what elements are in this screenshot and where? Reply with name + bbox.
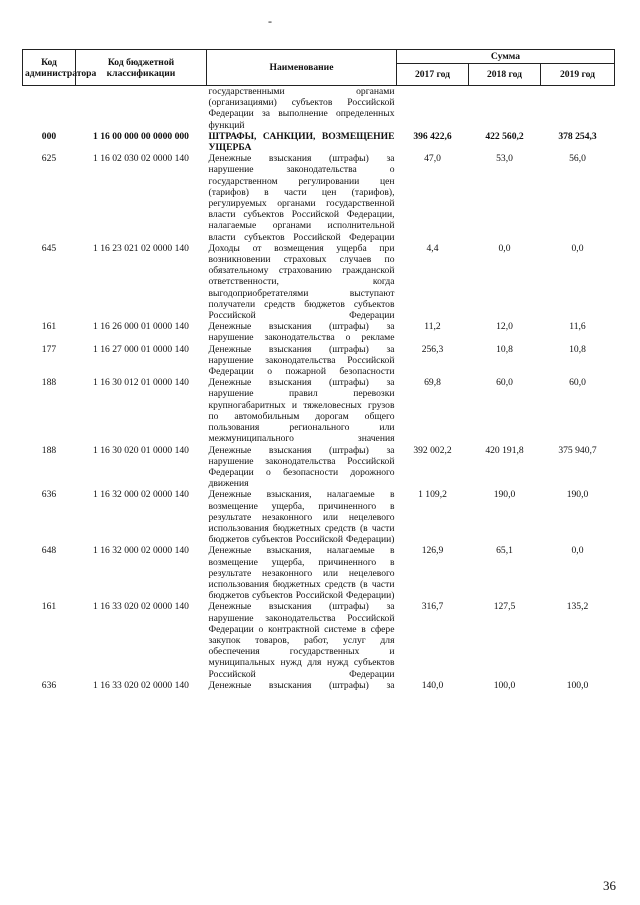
cell-2019: 100,0	[566, 679, 589, 691]
table-row	[23, 86, 615, 131]
cell-budget-code	[76, 86, 207, 131]
cell-name: Денежные взыскания (штрафы) за нарушение законодательства о государственном регулировании цен (тарифов) в части цен (тарифов), регулируемых органами государственной власти субъектов Российской Федерации, налагаемые органами исполнительной власти субъектов Российской Федерации	[208, 153, 395, 243]
cell-2017: 1 109,2	[418, 489, 447, 501]
table-row	[23, 545, 615, 601]
table-header	[23, 50, 615, 86]
cell-admin-code	[23, 86, 76, 131]
cell-2017: 47,0	[424, 153, 441, 165]
cell-2017: 126,9	[421, 545, 444, 557]
cell-2017: 69,8	[424, 377, 441, 389]
cell-2018: 100,0	[493, 679, 516, 691]
cell-name: Денежные взыскания (штрафы) за нарушение законодательства Российской Федерации о безопасности дорожного движения	[208, 444, 395, 490]
table-row	[23, 321, 615, 343]
cell-admin-code: 161	[41, 601, 57, 613]
cell-name: Денежные взыскания, налагаемые в возмещение ущерба, причиненного в результате незаконного или нецелевого использования бюджетных средств (в части бюджетов субъектов Российской Федерации)	[208, 545, 395, 602]
cell-2019	[541, 86, 615, 131]
cell-2018: 190,0	[493, 489, 516, 501]
table-row	[23, 344, 615, 378]
cell-2019: 0,0	[571, 242, 584, 254]
table-row	[23, 131, 615, 153]
table-row	[23, 601, 615, 679]
cell-2018: 12,0	[496, 321, 513, 333]
header-sum: Сумма	[397, 50, 615, 64]
cell-2018: 10,8	[496, 343, 513, 355]
cell-budget-code: 1 16 32 000 02 0000 140	[93, 489, 189, 501]
cell-2017: 11,2	[424, 321, 441, 333]
page-marker: -	[268, 14, 272, 28]
header-name: Наименование	[207, 50, 397, 86]
page-number: 36	[603, 878, 616, 893]
cell-admin-code: 161	[41, 321, 57, 333]
table-row	[23, 243, 615, 321]
cell-admin-code: 000	[41, 130, 57, 142]
cell-2017: 4,4	[426, 242, 439, 254]
cell-budget-code: 1 16 00 000 00 0000 000	[93, 130, 189, 142]
cell-admin-code: 648	[41, 545, 57, 557]
cell-2017: 392 002,2	[413, 444, 452, 456]
cell-admin-code: 188	[41, 444, 57, 456]
cell-2017: 316,7	[421, 601, 444, 613]
table-row	[23, 680, 615, 691]
cell-2019: 60,0	[569, 377, 586, 389]
cell-2018: 60,0	[496, 377, 513, 389]
cell-budget-code: 1 16 32 000 02 0000 140	[93, 545, 189, 557]
cell-name: Денежные взыскания, налагаемые в возмещение ущерба, причиненного в результате незаконного или нецелевого использования бюджетных средств (в части бюджетов субъектов Российской Федерации)	[208, 489, 395, 546]
cell-2019: 56,0	[569, 153, 586, 165]
cell-2018: 422 560,2	[485, 130, 524, 142]
cell-2018: 420 191,8	[485, 444, 524, 456]
cell-2018: 0,0	[498, 242, 511, 254]
table-row	[23, 489, 615, 545]
cell-2018: 127,5	[493, 601, 516, 613]
cell-admin-code: 636	[41, 489, 57, 501]
cell-2017: 396 422,6	[413, 130, 452, 142]
cell-budget-code: 1 16 27 000 01 0000 140	[93, 343, 189, 355]
cell-budget-code: 1 16 30 020 01 0000 140	[93, 444, 189, 456]
cell-budget-code: 1 16 23 021 02 0000 140	[93, 242, 189, 254]
cell-budget-code: 1 16 26 000 01 0000 140	[93, 321, 189, 333]
cell-2019: 190,0	[566, 489, 589, 501]
cell-admin-code: 645	[41, 242, 57, 254]
cell-budget-code: 1 16 33 020 02 0000 140	[93, 679, 189, 691]
cell-2018: 65,1	[496, 545, 513, 557]
cell-2019: 378 254,3	[558, 130, 597, 142]
cell-name: Денежные взыскания (штрафы) за нарушение законодательства о рекламе	[208, 321, 395, 344]
header-2017: 2017 год	[397, 64, 469, 86]
cell-2017: 140,0	[421, 679, 444, 691]
budget-revenue-table	[22, 49, 615, 691]
cell-2018	[469, 86, 541, 131]
cell-2019: 10,8	[569, 343, 586, 355]
cell-2017: 256,3	[421, 343, 444, 355]
header-budget-code: Код бюджетной классификации	[76, 50, 207, 86]
cell-admin-code: 636	[41, 679, 57, 691]
header-2019: 2019 год	[541, 64, 615, 86]
cell-2019: 11,6	[569, 321, 586, 333]
cell-name: Доходы от возмещения ущерба при возникновении страховых случаев по обязательному страхованию гражданской ответственности, когда выгодоприобретателями выступают получатели средств бюджетов субъектов Российской Федерации	[208, 242, 395, 322]
cell-admin-code: 177	[41, 343, 57, 355]
table-row	[23, 153, 615, 243]
cell-budget-code: 1 16 02 030 02 0000 140	[93, 153, 189, 165]
header-2018: 2018 год	[469, 64, 541, 86]
cell-name: ШТРАФЫ, САНКЦИИ, ВОЗМЕЩЕНИЕ УЩЕРБА	[208, 130, 395, 154]
cell-name: Денежные взыскания (штрафы) за нарушение правил перевозки крупногабаритных и тяжеловесных грузов по автомобильным дорогам общего пользования регионального или межмуниципального значения	[208, 377, 395, 445]
cell-2019: 0,0	[571, 545, 584, 557]
budget-table-sheet	[22, 49, 614, 691]
cell-2018: 53,0	[496, 153, 513, 165]
header-admin-code: Код администратора	[23, 50, 76, 86]
cell-name: Денежные взыскания (штрафы) за нарушение законодательства Российской Федерации о контрактной системе в сфере закупок товаров, работ, услуг для обеспечения государственных и муниципальных нужд для нужд субъектов Российской Федерации	[208, 601, 395, 680]
cell-2019: 375 940,7	[558, 444, 597, 456]
table-row	[23, 377, 615, 444]
table-row	[23, 445, 615, 490]
cell-name: государственными органами (организациями) субъектов Российской Федерации за выполнение определенных функций	[208, 86, 395, 131]
cell-admin-code: 188	[41, 377, 57, 389]
cell-budget-code: 1 16 33 020 02 0000 140	[93, 601, 189, 613]
cell-name: Денежные взыскания (штрафы) за	[208, 679, 395, 691]
cell-budget-code: 1 16 30 012 01 0000 140	[93, 377, 189, 389]
table-body	[23, 86, 615, 691]
cell-2017	[397, 86, 469, 131]
cell-2019: 135,2	[566, 601, 589, 613]
cell-admin-code: 625	[41, 153, 57, 165]
cell-name: Денежные взыскания (штрафы) за нарушение законодательства Российской Федерации о пожарной безопасности	[208, 343, 395, 378]
